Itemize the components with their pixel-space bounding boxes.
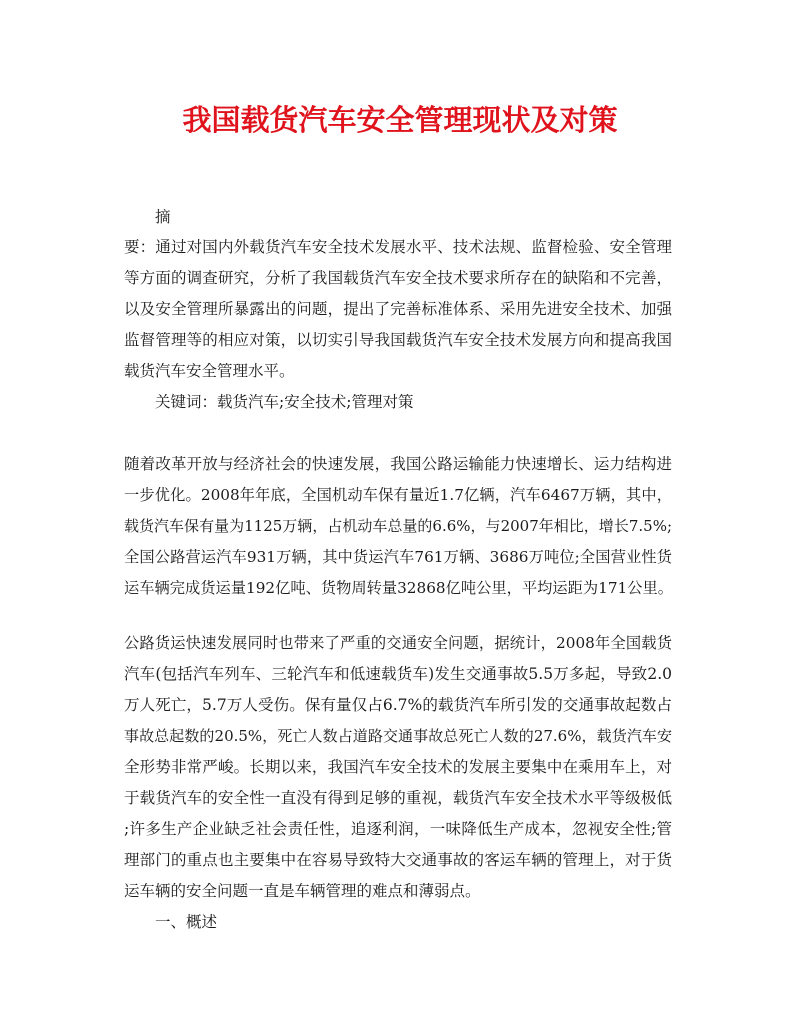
document-title: 我国载货汽车安全管理现状及对策 bbox=[182, 103, 618, 137]
abstract-heading: 摘 bbox=[155, 208, 171, 226]
paragraph-line: 事故总起数的20.5%，死亡人数占道路交通事故总死亡人数的27.6%，载货汽车安 bbox=[124, 727, 672, 745]
paragraph-line: ;许多生产企业缺乏社会责任性，追逐利润，一味降低生产成本，忽视安全性;管 bbox=[124, 820, 672, 838]
paragraph-line: 公路货运快速发展同时也带来了严重的交通安全问题，据统计，2008年全国载货 bbox=[124, 634, 672, 652]
paragraph-line: 随着改革开放与经济社会的快速发展，我国公路运输能力快速增长、运力结构进 bbox=[124, 455, 672, 473]
paragraph-line: 万人死亡，5.7万人受伤。保有量仅占6.7%的载货汽车所引发的交通事故起数占 bbox=[124, 696, 672, 714]
paragraph-line: 一步优化。2008年年底，全国机动车保有量近1.7亿辆，汽车6467万辆，其中， bbox=[124, 486, 672, 504]
paragraph-line: 运车辆完成货运量192亿吨、货物周转量32868亿吨公里，平均运距为171公里。 bbox=[124, 579, 673, 597]
abstract-line: 以及安全管理所暴露出的问题，提出了完善标准体系、采用先进安全技术、加强 bbox=[124, 300, 672, 318]
abstract-line: 要：通过对国内外载货汽车安全技术发展水平、技术法规、监督检验、安全管理 bbox=[124, 238, 672, 256]
paragraph-line: 运车辆的安全问题一直是车辆管理的难点和薄弱点。 bbox=[124, 882, 481, 900]
paragraph-line: 载货汽车保有量为1125万辆，占机动车总量的6.6%，与2007年相比，增长7.5%; bbox=[124, 517, 672, 535]
paragraph-line: 全国公路营运汽车931万辆，其中货运汽车761万辆、3686万吨位;全国营业性货 bbox=[124, 548, 672, 566]
keywords: 关键词：载货汽车;安全技术;管理对策 bbox=[155, 393, 414, 411]
section-heading: 一、概述 bbox=[155, 913, 218, 931]
paragraph-line: 于载货汽车的安全性一直没有得到足够的重视，载货汽车安全技术水平等级极低 bbox=[124, 789, 672, 807]
abstract-line: 载货汽车安全管理水平。 bbox=[124, 362, 295, 380]
abstract-line: 等方面的调查研究，分析了我国载货汽车安全技术要求所存在的缺陷和不完善， bbox=[124, 269, 672, 287]
abstract-line: 监督管理等的相应对策，以切实引导我国载货汽车安全技术发展方向和提高我国 bbox=[124, 331, 672, 349]
paragraph-line: 全形势非常严峻。长期以来，我国汽车安全技术的发展主要集中在乘用车上，对 bbox=[124, 758, 672, 776]
paragraph-line: 汽车(包括汽车列车、三轮汽车和低速载货车)发生交通事故5.5万多起，导致2.0 bbox=[124, 665, 672, 683]
paragraph-line: 理部门的重点也主要集中在容易导致特大交通事故的客运车辆的管理上，对于货 bbox=[124, 851, 672, 869]
